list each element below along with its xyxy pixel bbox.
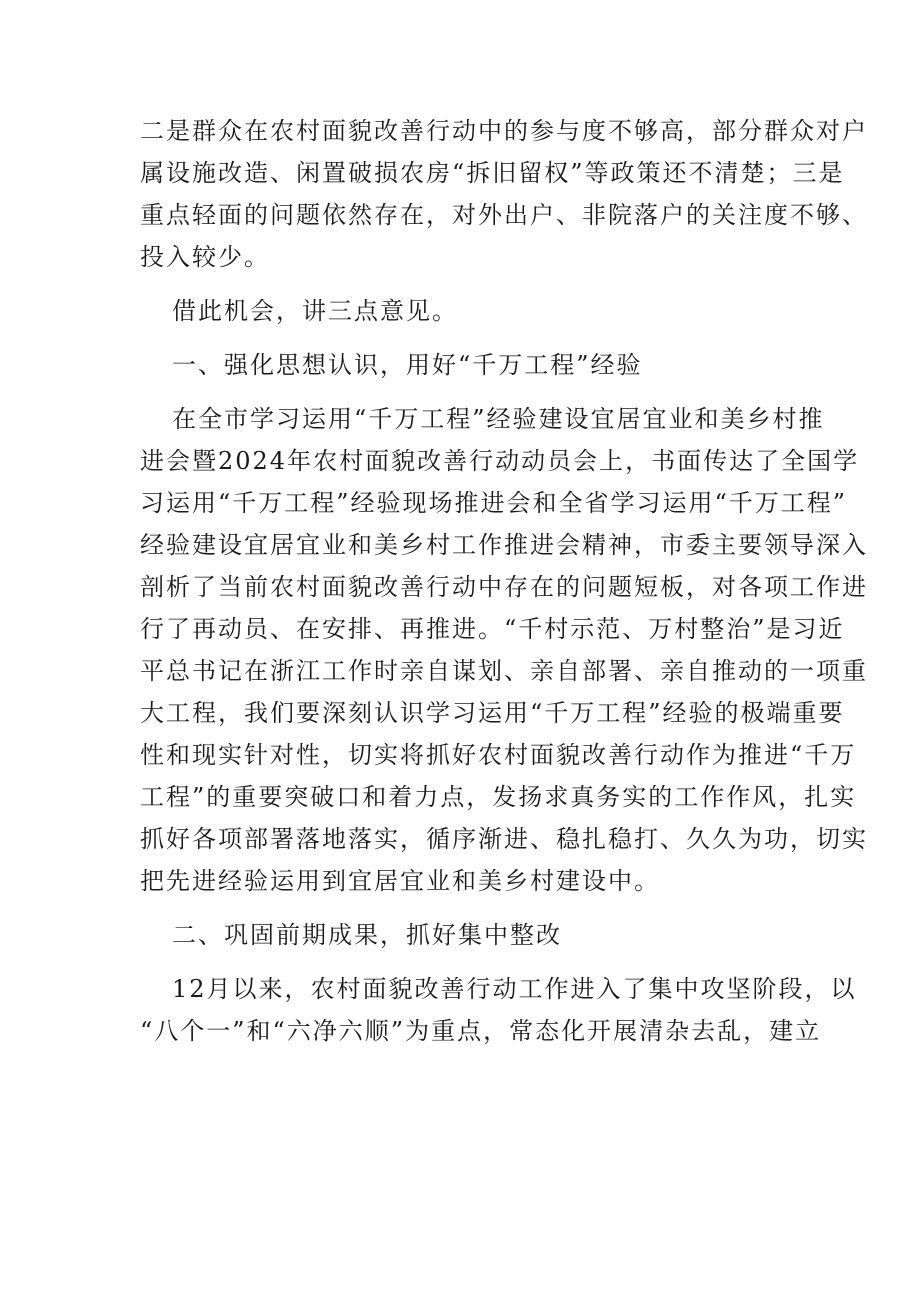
paragraph-line: 习运用“千万工程”经验现场推进会和全省学习运用“千万工程” (140, 489, 848, 517)
paragraph-line: 抓好各项部署落地落实，循序渐进、稳扎稳打、久久为功，切实 (140, 825, 868, 853)
paragraph-line: 二是群众在农村面貌改善行动中的参与度不够高，部分群众对户 (140, 117, 868, 145)
paragraph-line: “八个一”和“六净六顺”为重点，常态化开展清杂去乱，建立 (140, 1017, 822, 1045)
paragraph-line: 12月以来，农村面貌改善行动工作进入了集中攻坚阶段，以 (172, 975, 857, 1003)
section-heading-2: 二、巩固前期成果，抓好集中整改 (172, 921, 562, 949)
paragraph-line: 在全市学习运用“千万工程”经验建设宜居宜业和美乡村推 (172, 405, 825, 433)
section-heading-1: 一、强化思想认识，用好“千万工程”经验 (172, 351, 643, 379)
paragraph-line: 工程”的重要突破口和着力点，发扬求真务实的工作作风，扎实 (140, 783, 857, 811)
paragraph-line: 进会暨2024年农村面貌改善行动动员会上，书面传达了全国学 (140, 447, 860, 475)
paragraph-line: 行了再动员、在安排、再推进。“千村示范、万村整治”是习近 (140, 615, 845, 643)
paragraph-intro: 借此机会，讲三点意见。 (172, 297, 458, 325)
paragraph-line: 性和现实针对性，切实将抓好农村面貌改善行动作为推进“千万 (140, 741, 857, 769)
paragraph-line: 属设施改造、闲置破损农房“拆旧留权”等政策还不清楚；三是 (140, 159, 845, 187)
paragraph-line: 大工程，我们要深刻认识学习运用“千万工程”经验的极端重要 (140, 699, 845, 727)
paragraph-line: 平总书记在浙江工作时亲自谋划、亲自部署、亲自推动的一项重 (140, 657, 868, 685)
paragraph-line: 剖析了当前农村面貌改善行动中存在的问题短板，对各项工作进 (140, 573, 868, 601)
document-body (140, 110, 868, 1052)
paragraph-line: 经验建设宜居宜业和美乡村工作推进会精神，市委主要领导深入 (140, 531, 868, 559)
paragraph-line: 把先进经验运用到宜居宜业和美乡村建设中。 (140, 867, 660, 895)
paragraph-line: 投入较少。 (140, 243, 270, 271)
paragraph-line: 重点轻面的问题依然存在，对外出户、非院落户的关注度不够、 (140, 201, 868, 229)
